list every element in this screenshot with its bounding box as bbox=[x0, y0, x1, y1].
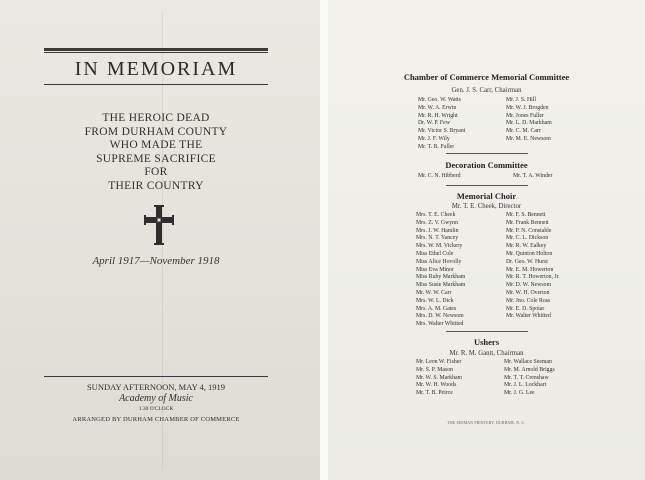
member-name: Mrs. J. W. Hamlin bbox=[416, 227, 459, 234]
member-name: Miss Ruby Markham bbox=[416, 274, 466, 281]
memorial-committee-heading: Chamber of Commerce Memorial Committee bbox=[403, 72, 570, 82]
member-name: Mrs. Z. V. Gwynn bbox=[416, 219, 458, 226]
member-name: Mr. R. T. Howerton, Jr. bbox=[506, 274, 560, 281]
member-name: Mr. J. G. Lee bbox=[504, 390, 535, 397]
cross-icon bbox=[144, 205, 174, 245]
member-name: Miss Eva Minor bbox=[416, 266, 454, 273]
member-name: Mrs. W. M. Vickery bbox=[416, 243, 463, 250]
member-name: Mr. P. N. Constable bbox=[506, 227, 552, 234]
dedication bbox=[44, 112, 268, 193]
dedication-line: FROM DURHAM COUNTY bbox=[84, 125, 228, 138]
member-name: Dr. Geo. W. Hurst bbox=[506, 258, 548, 265]
member-name: Mr. W. W. Carr bbox=[416, 289, 452, 296]
member-name: Mr. Walter Whitted bbox=[506, 313, 551, 320]
member-name: Mr. W. A. Erwin bbox=[418, 104, 457, 111]
member-name: Mr. M. E. Newsom bbox=[506, 135, 551, 142]
member-name: Mr. Victor S. Bryant bbox=[418, 128, 466, 135]
decoration-committee-right bbox=[513, 173, 552, 181]
memorial-choir-right bbox=[506, 212, 560, 321]
decoration-committee-heading: Decoration Committee bbox=[445, 160, 528, 170]
member-name: Mr. C. L. Dickson bbox=[506, 235, 549, 242]
member-name: Mr. E. M. Howerton bbox=[506, 266, 554, 273]
member-name: Mrs. A. M. Gates bbox=[416, 305, 457, 312]
venue: Academy of Music bbox=[119, 393, 193, 404]
member-name: Mr. T. T. Crenshaw bbox=[504, 374, 549, 381]
dedication-line: SUPREME SACRIFICE bbox=[96, 152, 216, 165]
member-name: Mr. T. B. Fuller bbox=[418, 143, 455, 150]
member-name: Mr. Wallace Seeman bbox=[504, 359, 552, 365]
member-name: Mr. C. N. Hibberd bbox=[418, 173, 461, 179]
memorial-choir-director: Mr. T. E. Cheek, Director bbox=[451, 203, 522, 210]
dedication-line: WHO MADE THE bbox=[109, 139, 203, 151]
member-name: Mr. Quinton Holton bbox=[506, 250, 553, 257]
member-name: Mr. Frank Bennett bbox=[506, 219, 549, 226]
dedication-line: FOR bbox=[144, 166, 168, 178]
dedication-line: THEIR COUNTRY bbox=[108, 179, 204, 192]
ushers-right bbox=[504, 359, 555, 398]
member-name: Mr. C. M. Carr bbox=[506, 128, 541, 135]
memorial-committee-chairman: Gen. J. S. Carr, Chairman bbox=[451, 87, 522, 94]
member-name: Mr. S. P. Mason bbox=[416, 366, 454, 373]
title-rule-bottom bbox=[44, 84, 268, 85]
title-rule-top bbox=[44, 48, 268, 51]
event-time: SUNDAY AFTERNOON, MAY 4, 1919 bbox=[86, 382, 226, 392]
member-name: Mr. R. W. Ealkey bbox=[506, 243, 547, 250]
ushers-chairman: Mr. R. M. Gantt, Chairman bbox=[449, 350, 524, 357]
page-gutter bbox=[320, 0, 328, 480]
section-divider bbox=[446, 185, 528, 186]
section-divider bbox=[446, 153, 528, 154]
member-name: Mr. T. A. Winder bbox=[513, 173, 553, 179]
decoration-committee-left bbox=[418, 173, 461, 181]
member-name: Mr. R. H. Wright bbox=[418, 112, 458, 119]
member-name: Mrs. T. E. Cheek bbox=[416, 212, 456, 218]
event-hour: 1.30 O'CLOCK bbox=[138, 406, 174, 412]
member-name: Mr. Geo. W. Watts bbox=[418, 97, 461, 103]
section-divider bbox=[446, 331, 528, 332]
member-name: Mr. J. L. Lockhart bbox=[504, 382, 547, 389]
member-name: Mr. D. W. Newsom bbox=[506, 282, 552, 289]
war-dates: April 1917—November 1918 bbox=[92, 255, 220, 267]
dedication-line: THE HEROIC DEAD bbox=[102, 112, 210, 124]
arranged-by: ARRANGED BY DURHAM CHAMBER OF COMMERCE bbox=[72, 416, 240, 423]
printer-imprint: THE SEEMAN PRINTERY, DURHAM, N. C. bbox=[447, 421, 526, 425]
lower-rule bbox=[44, 376, 268, 377]
memoriam-title: IN MEMORIAM bbox=[74, 58, 238, 80]
member-name: Mr. J. F. Wily bbox=[418, 135, 450, 142]
program-page bbox=[328, 0, 645, 480]
memorial-choir-heading: Memorial Choir bbox=[456, 191, 517, 201]
member-name: Mr. W. S. Markham bbox=[416, 374, 463, 381]
memorial-choir-left bbox=[416, 212, 465, 329]
member-name: Mr. Jno. Cole Ross bbox=[506, 297, 551, 304]
cover-page bbox=[0, 0, 320, 480]
title-rule-top-thin bbox=[44, 52, 268, 53]
member-name: Mr. Jones Fuller bbox=[506, 112, 544, 119]
member-name: Mr. E. D. Spotar bbox=[506, 305, 545, 312]
member-name: Mr. Leon W. Fisher bbox=[416, 359, 462, 365]
member-name: Mrs. W. L. Dick bbox=[416, 297, 454, 304]
member-name: Mr. L. D. Markham bbox=[506, 120, 552, 127]
member-name: Mr. W. J. Brogden bbox=[506, 104, 549, 111]
member-name: Mr. M. Arnold Briggs bbox=[504, 366, 555, 373]
member-name: Mrs. N. T. Yancey bbox=[416, 235, 459, 242]
member-name: Mrs. Walter Whitted bbox=[416, 321, 464, 328]
member-name: Mrs. D. W. Newsom bbox=[416, 313, 464, 320]
memorial-committee-left bbox=[418, 97, 465, 152]
memorial-committee-right bbox=[506, 97, 552, 144]
member-name: Mr. T. B. Peirce bbox=[416, 390, 453, 397]
member-name: Miss Susie Markham bbox=[416, 282, 466, 289]
member-name: Miss Alice Hovolly bbox=[416, 258, 462, 265]
member-name: Mr. W. H. Overton bbox=[506, 289, 550, 296]
ushers-left bbox=[416, 359, 462, 398]
member-name: Mr. W. H. Woods bbox=[416, 382, 457, 389]
ushers-heading: Ushers bbox=[473, 337, 500, 347]
member-name: Mr. F. S. Bennett bbox=[506, 212, 546, 218]
member-name: Miss Ethel Cole bbox=[416, 250, 454, 257]
member-name: Dr. W. P. Few bbox=[418, 120, 450, 127]
member-name: Mr. J. S. Hill bbox=[506, 97, 536, 103]
